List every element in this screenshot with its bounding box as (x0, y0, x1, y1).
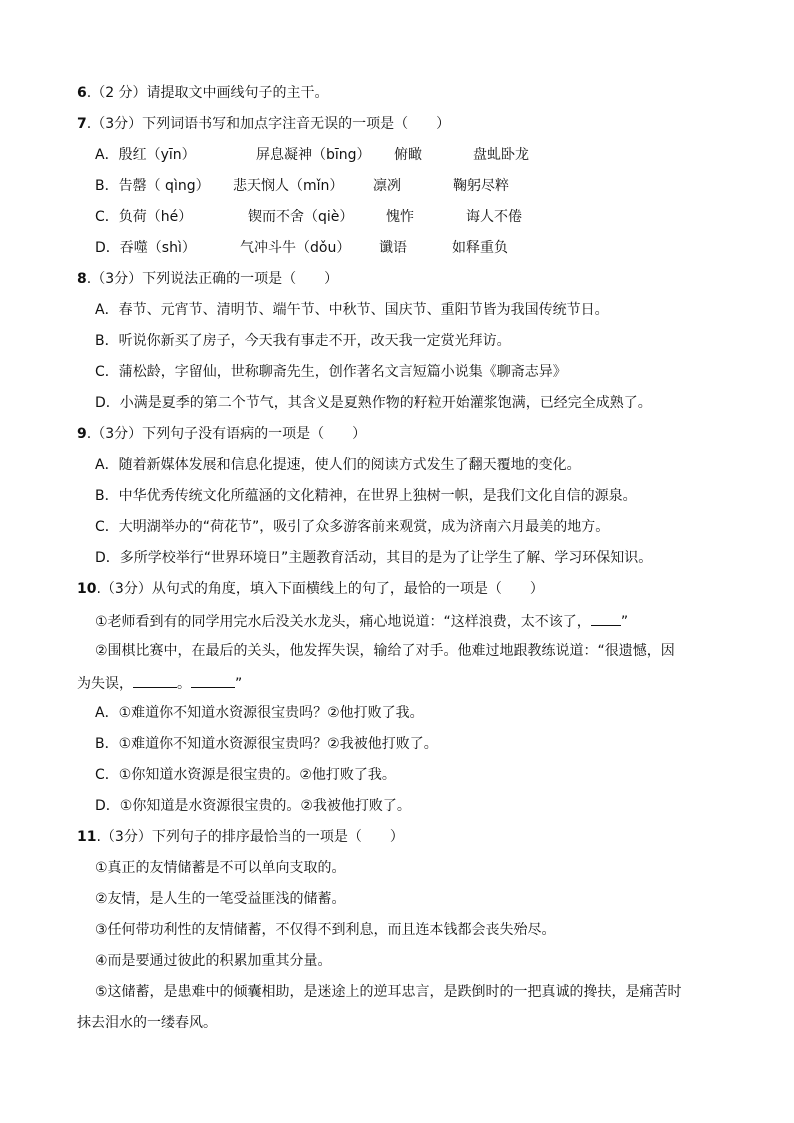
option-b: B．告罄（ qìng） 悲天悯人（mǐn） 凛冽 鞠躬尽粹 (95, 178, 509, 194)
option-c: C．①你知道水资源是很宝贵的。②他打败了我。 (95, 767, 396, 783)
sentence-item-continued: 抹去泪水的一缕春风。 (77, 1015, 217, 1031)
option-d: D．①你知道是水资源很宝贵的。②我被他打败了。 (95, 798, 411, 814)
question-9 (77, 425, 366, 443)
option-b: B．①难道你不知道水资源很宝贵吗？②我被他打败了。 (95, 736, 438, 752)
sentence-item: ④而是要通过彼此的积累加重其分量。 (95, 953, 332, 969)
sentence-1: ①老师看到有的同学用完水后没关水龙头，痛心地说道：“这样浪费，太不该了， ” (95, 611, 628, 631)
question-number: 11 (77, 829, 97, 845)
option-d: D．多所学校举行“世界环境日”主题教育活动，其目的是为了让学生了解、学习环保知识。 (95, 550, 653, 566)
question-text: .（2 分）请提取文中画线句子的主干。 (86, 85, 329, 101)
sentence-2: ②围棋比赛中，在最后的关头，他发挥失误，输给了对手。他难过地跟教练说道：“很遗憾，因 (95, 643, 675, 659)
question-11 (77, 828, 404, 846)
question-number: 8 (77, 271, 87, 287)
sentence-item: ⑤这储蓄，是患难中的倾囊相助，是迷途上的逆耳忠言，是跌倒时的一把真诚的搀扶，是痛苦时 (95, 984, 682, 1000)
option-d: D．小满是夏季的第二个节气，其含义是夏熟作物的籽粒开始灌浆饱满，已经完全成熟了。 (95, 395, 652, 411)
fill-blank (191, 673, 235, 688)
question-number: 6 (77, 85, 87, 101)
question-10 (77, 580, 544, 598)
question-text: .（3分）下列句子的排序最恰当的一项是（ ） (96, 829, 404, 845)
question-text: .（3分）下列句子没有语病的一项是（ ） (86, 426, 367, 442)
question-6 (77, 84, 329, 102)
option-a: A．①难道你不知道水资源很宝贵吗？②他打败了我。 (95, 705, 424, 721)
option-a: A．殷红（yīn） 屏息凝神（bīng） 俯瞰 盘虬卧龙 (95, 147, 529, 163)
fill-blank (591, 611, 621, 626)
option-c: C．大明湖举办的“荷花节”，吸引了众多游客前来观赏，成为济南六月最美的地方。 (95, 519, 610, 535)
question-text: .（3分）从句式的角度，填入下面横线上的句了，最恰的一项是（ ） (96, 581, 544, 597)
option-a: A．春节、元宵节、清明节、端午节、中秋节、国庆节、重阳节皆为我国传统节日。 (95, 302, 609, 318)
sentence-2-continued: 为失误， 。 ” (77, 673, 242, 693)
option-c: C．蒲松龄，字留仙，世称聊斋先生，创作著名文言短篇小说集《聊斋志异》 (95, 364, 567, 380)
option-d: D．吞噬（shì） 气冲斗牛（dǒu） 谶语 如释重负 (95, 240, 508, 256)
question-text: .（3分）下列词语书写和加点字注音无误的一项是（ ） (86, 116, 451, 132)
question-8 (77, 270, 338, 288)
question-number: 7 (77, 116, 87, 132)
question-number: 9 (77, 426, 87, 442)
sentence-item: ③任何带功利性的友情储蓄，不仅得不到利息，而且连本钱都会丧失殆尽。 (95, 922, 556, 938)
option-a: A．随着新媒体发展和信息化提速，使人们的阅读方式发生了翻天覆地的变化。 (95, 457, 581, 473)
question-number: 10 (77, 581, 97, 597)
fill-blank (133, 673, 177, 688)
question-7 (77, 115, 450, 133)
option-c: C．负荷（hé） 锲而不舍（qiè） 愧怍 诲人不倦 (95, 209, 522, 225)
sentence-item: ②友情，是人生的一笔受益匪浅的储蓄。 (95, 891, 346, 907)
sentence-item: ①真正的友情储蓄是不可以单向支取的。 (95, 860, 346, 876)
option-b: B．听说你新买了房子，今天我有事走不开，改天我一定赏光拜访。 (95, 333, 511, 349)
option-b: B．中华优秀传统文化所蕴涵的文化精神，在世界上独树一帜，是我们文化自信的源泉。 (95, 488, 637, 504)
question-text: .（3分）下列说法正确的一项是（ ） (86, 271, 339, 287)
